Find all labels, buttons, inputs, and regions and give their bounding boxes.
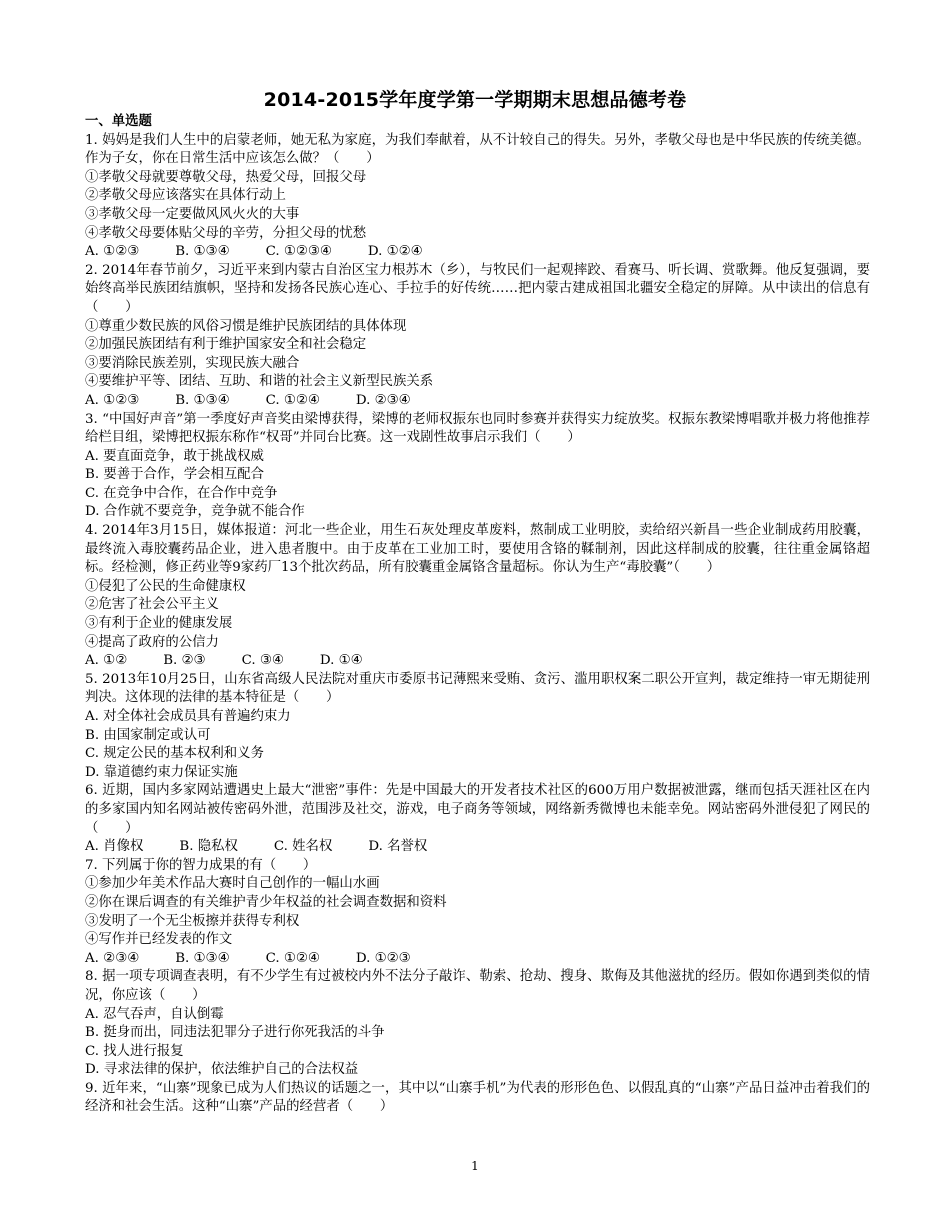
question-3 [85,411,870,523]
statement-item: ④写作并已经发表的作文 [85,932,233,948]
statement-item: ②加强民族团结有利于维护国家安全和社会稳定 [85,337,367,353]
question-9 [85,1080,870,1117]
question-stem: 8. 据一项专项调查表明，有不少学生有过被校内外不法分子敲诈、勒索、抢劫、搜身、欺侮及其他滋扰的经历。假如你遇到类似的情况，你应该（ ） [85,969,870,1003]
statement-item: ①侵犯了公民的生命健康权 [85,578,246,594]
answer-option: A. 要直面竞争，敢于挑战权威 [85,448,264,464]
answer-options [85,950,870,969]
statement-item: ①参加少年美术作品大赛时自己创作的一幅山水画 [85,876,380,892]
answer-option: D. 合作就不要竞争，竞争就不能合作 [85,504,305,520]
question-7 [85,857,870,969]
answer-options [85,652,870,671]
answer-option: B. ②③ [163,653,206,669]
question-stem: 6. 近期，国内多家网站遭遇史上最大“泄密”事件：先是中国最大的开发者技术社区的600万用户数据被泄露，继而包括天涯社区在内的多家国内知名网站被传密码外泄，范围涉及社交，游戏，电子商务等领域，网络新秀微博也未能幸免。网站密码外泄侵犯了网民的（ ） [85,783,870,836]
answer-option: C. ①②④ [265,392,320,408]
statement-item: ①尊重少数民族的风俗习惯是维护民族团结的具体体现 [85,318,407,334]
answer-option: D. ①②④ [367,244,423,260]
answer-option: B. ①③④ [175,244,230,260]
statement-item: ③有利于企业的健康发展 [85,616,233,632]
statement-item: ③孝敬父母一定要做风风火火的大事 [85,206,300,222]
answer-option: D. 寻求法律的保护，依法维护自己的合法权益 [85,1062,359,1078]
answer-option: B. ①③④ [175,950,230,966]
answer-option: A. 对全体社会成员具有普遍约束力 [85,709,291,724]
question-2 [85,262,870,411]
exam-title: 2014-2015学年度学第一学期期末思想品德考卷 [263,89,687,111]
statement-item: ④孝敬父母要体贴父母的辛劳，分担父母的忧愁 [85,225,367,241]
statement-item: ④提高了政府的公信力 [85,634,219,650]
answer-option: B. 要善于合作，学会相互配合 [85,467,265,483]
answer-option: C. ③④ [241,653,284,669]
answer-option: C. ①②③④ [265,244,332,260]
answer-option: A. ②③④ [85,950,140,966]
question-stem: 3. “中国好声音”第一季度好声音奖由梁博获得，梁博的老师权振东也同时参赛并获得实力绽放奖。权振东教梁博唱歌并极力将他推荐给栏目组，梁博把权振东称作“权哥”并同台比赛。这一戏剧性故事启示我们（ ） [85,411,870,446]
answer-option: B. 由国家制定或认可 [85,727,211,743]
question-stem: 2. 2014年春节前夕，习近平来到内蒙古自治区宝力根苏木（乡），与牧民们一起观摔跤、看赛马、听长调、赏歌舞。他反复强调，要始终高举民族团结旗帜，坚持和发扬各民族心连心、手拉手的好传统……把内蒙古建成祖国北疆安全稳定的屏障。从中读出的信息有（ ） [85,262,870,315]
answer-option: A. 忍气吞声，自认倒霉 [85,1006,224,1022]
answer-option: B. ①③④ [175,392,230,408]
question-5 [85,671,870,783]
statement-item: ④要维护平等、团结、互助、和谐的社会主义新型民族关系 [85,374,434,390]
question-stem: 9. 近年来，“山寨”现象已成为人们热议的话题之一，其中以“山寨手机”为代表的形形色色、以假乱真的“山寨”产品日益冲击着我们的经济和社会生活。这种“山寨”产品的经营者（ ） [85,1080,870,1115]
question-stem: 7. 下列属于你的智力成果的有（ ） [85,857,317,873]
answer-option: D. ①④ [319,653,363,669]
answer-option: A. ①②③ [85,244,140,260]
answer-options [85,392,870,411]
answer-option: C. 在竞争中合作，在合作中竞争 [85,485,278,501]
answer-option: B. 隐私权 [179,839,238,855]
statement-item: ③发明了一个无尘板擦并获得专利权 [85,913,300,929]
section-heading: 一、单选题 [85,114,152,129]
page-number: 1 [471,1159,479,1173]
answer-option: B. 挺身而出，同违法犯罪分子进行你死我活的斗争 [85,1025,385,1041]
question-6 [85,782,870,856]
statement-item: ①孝敬父母就要尊敬父母，热爱父母，回报父母 [85,169,367,185]
statement-item: ②孝敬父母应该落实在具体行动上 [85,188,286,204]
answer-option: D. 名誉权 [368,839,428,855]
statement-item: ②危害了社会公平主义 [85,597,219,613]
answer-option: C. 规定公民的基本权利和义务 [85,746,264,762]
answer-options [85,243,870,262]
answer-option: A. 肖像权 [85,839,144,855]
answer-option: D. ②③④ [355,392,411,408]
exam-content [85,113,870,1117]
answer-option: C. ①②④ [265,950,320,966]
answer-option: A. ①② [85,653,128,669]
answer-option: D. 靠道德约束力保证实施 [85,764,238,780]
answer-option: C. 找人进行报复 [85,1043,184,1059]
statement-item: ③要消除民族差别，实现民族大融合 [85,355,300,371]
answer-options [85,838,870,857]
question-8 [85,968,870,1080]
question-4 [85,522,870,671]
answer-option: C. 姓名权 [273,839,333,855]
answer-option: A. ①②③ [85,392,140,408]
statement-item: ②你在课后调查的有关维护青少年权益的社会调查数据和资料 [85,894,447,910]
question-stem: 1. 妈妈是我们人生中的启蒙老师，她无私为家庭，为我们奉献着，从不计较自己的得失。另外，孝敬父母也是中华民族的传统美德。作为子女，你在日常生活中应该怎么做？（ ） [85,132,870,167]
answer-option: D. ①②③ [355,950,411,966]
question-1 [85,132,870,262]
question-stem: 5. 2013年10月25日，山东省高级人民法院对重庆市委原书记薄熙来受贿、贪污、滥用职权案二职公开宣判，裁定维持一审无期徒刑判决。这体现的法律的基本特征是（ ） [85,671,870,706]
question-stem: 4. 2014年3月15日，媒体报道：河北一些企业，用生石灰处理皮革废料，熬制成工业明胶，卖给绍兴新昌一些企业制成药用胶囊，最终流入毒胶囊药品企业，进入患者腹中。由于皮革在工业加工时，要使用含铬的鞣制剂，因此这样制成的胶囊，往往重金属铬超标。经检测，修正药业等9家药厂13个批次药品，所有胶囊重金属铬含量超标。你认为生产“毒胶囊”（ ） [85,523,870,576]
